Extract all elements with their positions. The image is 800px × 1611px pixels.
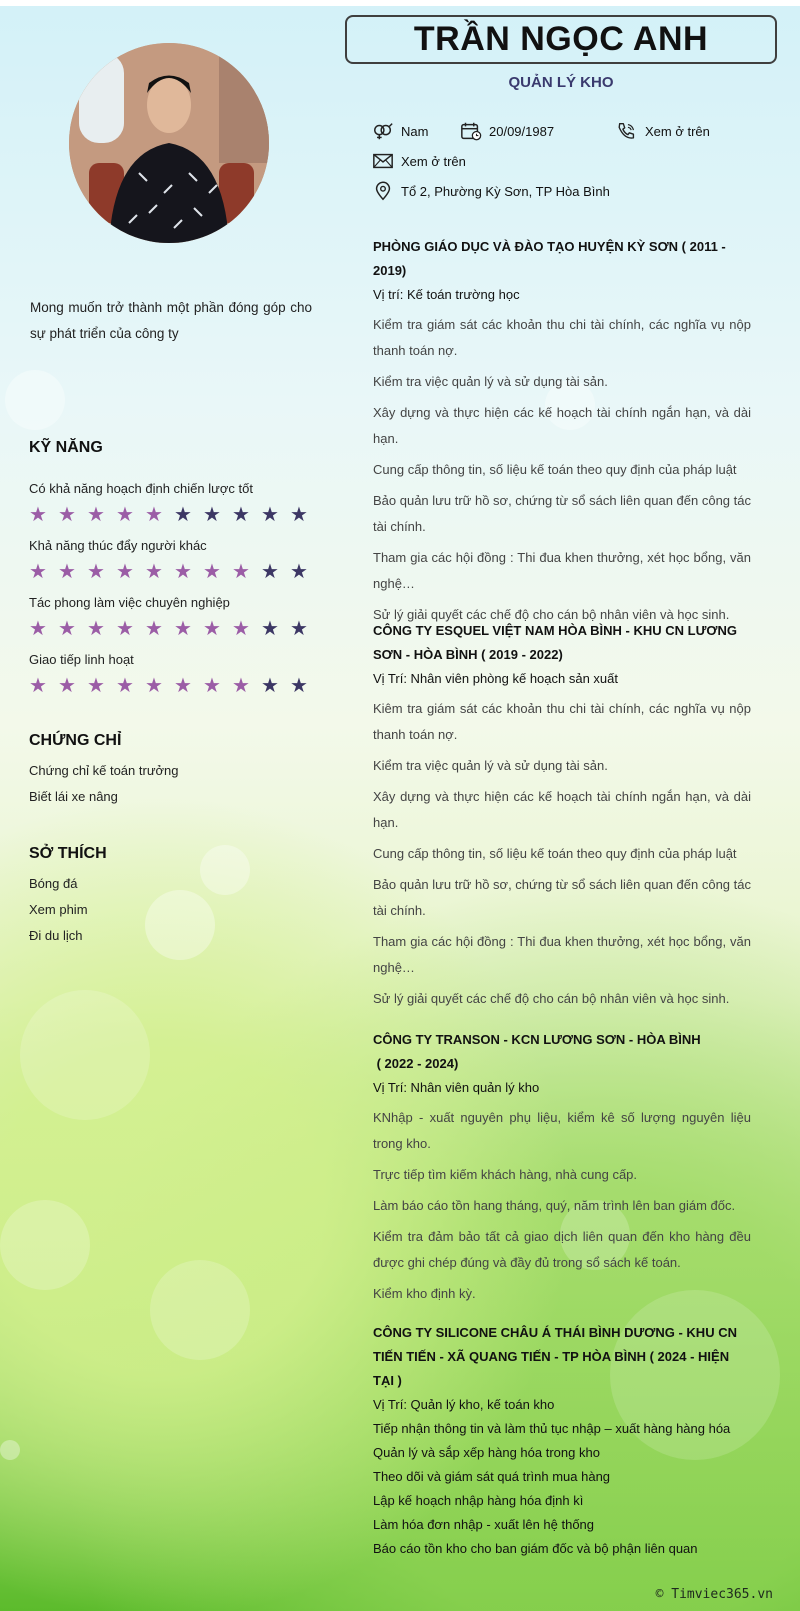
duty-item: Kiểm tra giám sát các khoản thu chi tài chính, các nghĩa vụ nộp thanh toán nợ. [373,317,751,358]
skill-label: Khả năng thúc đẩy người khác [29,538,207,553]
hobbies-heading: SỞ THÍCH [29,845,107,862]
address-info [371,181,610,201]
star-filled-icon: ★ [87,675,105,697]
star-filled-icon: ★ [145,675,163,697]
duty-item: Báo cáo tồn kho cho ban giám đốc và bộ phận liên quan [373,1541,698,1556]
star-filled-icon: ★ [174,618,192,640]
star-empty-icon: ★ [290,618,308,640]
skill-label: Giao tiếp linh hoạt [29,652,134,667]
duty-item: Xây dựng và thực hiện các kế hoạch tài chính ngắn hạn, và dài hạn. [373,789,751,830]
hobby-item: Xem phim [29,902,88,917]
star-filled-icon: ★ [174,561,192,583]
phone-info [615,121,710,141]
duty-item: Trực tiếp tìm kiếm khách hàng, nhà cung cấp. [373,1167,638,1182]
star-filled-icon: ★ [232,675,250,697]
bokeh-decoration [145,890,215,960]
duty-item: Tham gia các hội đồng : Thi đua khen thưởng, xét học bổng, văn nghệ… [373,550,751,591]
star-empty-icon: ★ [290,675,308,697]
star-filled-icon: ★ [116,675,134,697]
star-filled-icon: ★ [87,504,105,526]
avatar-photo [69,43,269,243]
hobby-item: Đi du lịch [29,928,83,943]
star-empty-icon: ★ [261,504,279,526]
star-filled-icon: ★ [58,561,76,583]
star-filled-icon: ★ [29,618,47,640]
job-role: Vị trí: Kế toán trường học [373,287,520,302]
star-filled-icon: ★ [203,618,221,640]
avatar [69,43,269,243]
duty-item: Làm hóa đơn nhập - xuất lên hệ thống [373,1517,595,1532]
experience-block [373,1028,751,1307]
birthday-info [459,121,554,141]
company-name: CÔNG TY TRANSON - KCN LƯƠNG SƠN - HÒA BÌNH [373,1032,701,1047]
duty-item: Kiêm tra giám sát các khoản thu chi tài chính, các nghĩa vụ nộp thanh toán nợ. [373,701,751,742]
star-filled-icon: ★ [116,618,134,640]
job-role: Vị Trí: Quản lý kho, kế toán kho [373,1397,555,1412]
duty-item: Kiểm tra việc quản lý và sử dụng tài sản. [373,374,608,389]
duty-item: Sử lý giải quyết các chế độ cho cán bộ nhân viên và học sinh. [373,607,730,622]
birthday-value: 20/09/1987 [489,123,555,139]
duty-item: Quản lý và sắp xếp hàng hóa trong kho [373,1445,600,1460]
location-pin-icon [371,181,395,201]
bokeh-decoration [0,1200,90,1290]
duty-item: Kiểm tra việc quản lý và sử dụng tài sản. [373,758,608,773]
star-filled-icon: ★ [232,618,250,640]
star-filled-icon: ★ [116,504,134,526]
skill-label: Tác phong làm việc chuyên nghiệp [29,595,230,610]
star-empty-icon: ★ [232,504,250,526]
duty-item: Xây dựng và thực hiện các kế hoạch tài chính ngắn hạn, và dài hạn. [373,405,751,446]
company-name: PHÒNG GIÁO DỤC VÀ ĐÀO TẠO HUYỆN KỲ SƠN ( 2011 - 2019) [373,239,726,278]
skill-rating [28,619,309,639]
duty-item: Lập kế hoạch nhập hàng hóa định kì [373,1493,584,1508]
duty-item: Bảo quản lưu trữ hồ sơ, chứng từ sổ sách liên quan đến công tác tài chính. [373,493,751,534]
skill-rating [28,676,309,696]
star-empty-icon: ★ [261,561,279,583]
duty-item: Kiểm kho định kỳ. [373,1286,476,1301]
star-filled-icon: ★ [29,504,47,526]
hobby-item: Bóng đá [29,876,78,891]
skills-heading: KỸ NĂNG [29,439,103,456]
star-empty-icon: ★ [261,675,279,697]
duty-item: Bảo quản lưu trữ hồ sơ, chứng từ sổ sách liên quan đến công tác tài chính. [373,877,751,918]
company-name: CÔNG TY SILICONE CHÂU Á THÁI BÌNH DƯƠNG - KHU CN TIẾN TIẾN - XÃ QUANG TIẾN - TP HÒA BÌNH ( 2024 - HIỆN TẠI ) [373,1325,737,1388]
phone-value: Xem ở trên [645,123,710,139]
certificates-heading: CHỨNG CHỈ [29,732,122,749]
calendar-icon [459,121,483,141]
email-value: Xem ở trên [401,153,466,169]
star-filled-icon: ★ [58,675,76,697]
skill-rating [28,562,309,582]
certificate-item: Biết lái xe nâng [29,789,118,804]
star-filled-icon: ★ [29,561,47,583]
star-filled-icon: ★ [116,561,134,583]
duty-item: Theo dõi và giám sát quá trình mua hàng [373,1469,611,1484]
top-strip [0,0,800,6]
star-filled-icon: ★ [174,675,192,697]
bokeh-decoration [0,1440,20,1460]
candidate-name: TRẦN NGỌC ANH [345,15,777,64]
bokeh-decoration [150,1260,250,1360]
star-empty-icon: ★ [290,561,308,583]
gender-info [371,121,428,141]
duty-item: Sử lý giải quyết các chế độ cho cán bộ nhân viên và học sinh. [373,991,730,1006]
experience-block [373,619,751,1012]
bokeh-decoration [20,990,150,1120]
star-filled-icon: ★ [58,618,76,640]
star-filled-icon: ★ [203,675,221,697]
footer-watermark: © Timviec365.vn [655,1587,773,1602]
career-objective: Mong muốn trở thành một phần đóng góp cho sự phát triển của công ty [30,300,312,341]
star-filled-icon: ★ [87,618,105,640]
company-period: ( 2022 - 2024) [373,1056,459,1071]
star-empty-icon: ★ [174,504,192,526]
envelope-icon [371,151,395,171]
duty-item: Kiểm tra đảm bảo tất cả giao dịch liên quan đến kho hàng đều được ghi chép đúng và đầy đủ trong sổ sách kế toán. [373,1229,751,1270]
star-filled-icon: ★ [87,561,105,583]
star-empty-icon: ★ [261,618,279,640]
gender-icon [371,121,395,141]
duty-item: Cung cấp thông tin, số liệu kế toán theo quy định của pháp luật [373,462,737,477]
certificate-item: Chứng chỉ kế toán trưởng [29,763,179,778]
phone-icon [615,121,639,141]
bokeh-decoration [200,845,250,895]
star-filled-icon: ★ [232,561,250,583]
star-empty-icon: ★ [290,504,308,526]
star-filled-icon: ★ [145,618,163,640]
job-role: Vị Trí: Nhân viên phòng kế hoạch sản xuất [373,671,618,686]
duty-item: KNhập - xuất nguyên phụ liệu, kiểm kê số lượng nguyên liệu trong kho. [373,1110,751,1151]
address-value: Tổ 2, Phường Kỳ Sơn, TP Hòa Bình [401,183,610,199]
star-empty-icon: ★ [203,504,221,526]
bokeh-decoration [5,370,65,430]
gender-value: Nam [401,123,429,139]
email-info [371,151,466,171]
company-name: CÔNG TY ESQUEL VIỆT NAM HÒA BÌNH - KHU CN LƯƠNG SƠN - HÒA BÌNH ( 2019 - 2022) [373,623,737,662]
star-filled-icon: ★ [145,561,163,583]
star-filled-icon: ★ [58,504,76,526]
job-title: QUẢN LÝ KHO [508,74,614,91]
duty-item: Làm báo cáo tồn hang tháng, quý, năm trình lên ban giám đốc. [373,1198,736,1213]
duty-item: Cung cấp thông tin, số liệu kế toán theo quy định của pháp luật [373,846,737,861]
experience-block [373,1321,751,1561]
experience-block [373,235,751,628]
duty-item: Tiếp nhận thông tin và làm thủ tục nhập – xuất hàng hàng hóa [373,1421,731,1436]
job-role: Vị Trí: Nhân viên quản lý kho [373,1080,540,1095]
skill-rating [28,505,309,525]
star-filled-icon: ★ [29,675,47,697]
duty-item: Tham gia các hội đồng : Thi đua khen thưởng, xét học bổng, văn nghệ… [373,934,751,975]
star-filled-icon: ★ [145,504,163,526]
star-filled-icon: ★ [203,561,221,583]
skill-label: Có khả năng hoạch định chiến lược tốt [29,481,253,496]
